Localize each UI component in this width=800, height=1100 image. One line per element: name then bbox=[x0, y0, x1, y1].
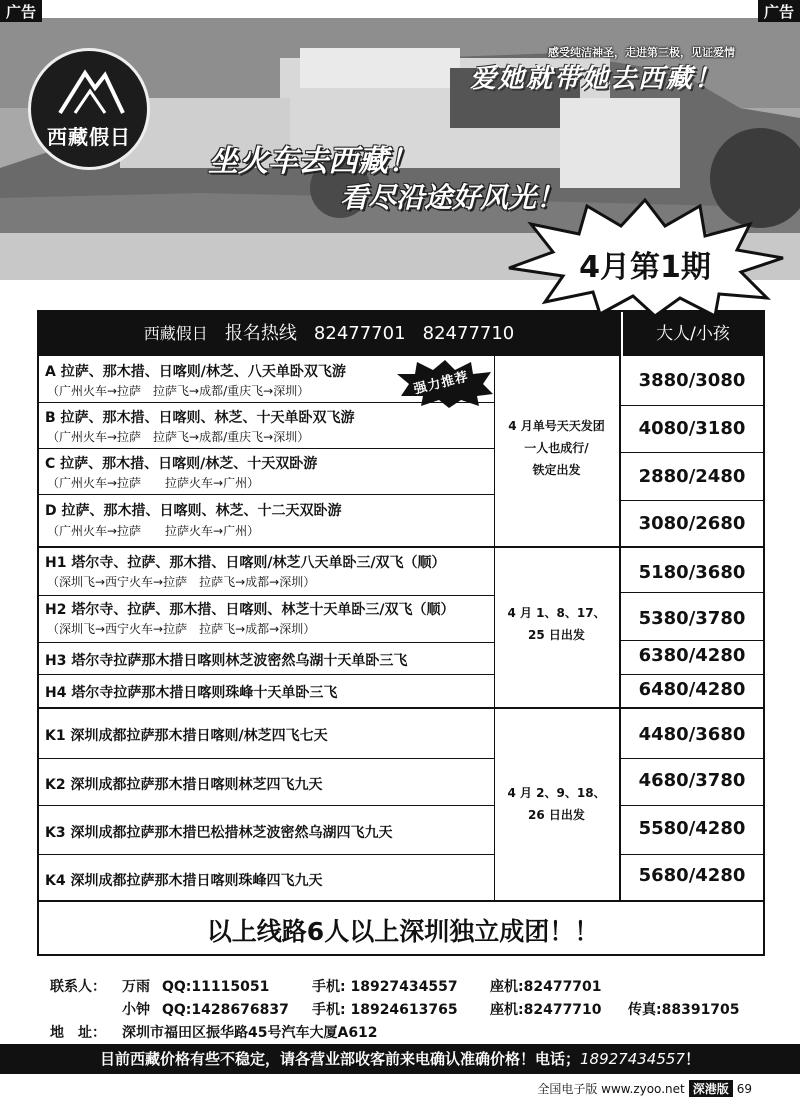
contact-mobile-1: 手机: 18927434557 bbox=[312, 979, 458, 995]
badge-text: 强力推荐 bbox=[412, 369, 471, 398]
route-row-k2 bbox=[39, 759, 493, 805]
route-row-h1 bbox=[39, 548, 493, 596]
page-footer bbox=[537, 1080, 752, 1097]
row-divider bbox=[621, 640, 763, 641]
contact-mobile-2: 手机: 18924613765 bbox=[312, 1002, 458, 1018]
dates-line: 铁定出发 bbox=[532, 463, 581, 477]
route-row-k3 bbox=[39, 806, 493, 854]
price-h1: 5180/3680 bbox=[638, 562, 746, 583]
row-divider bbox=[621, 758, 763, 759]
row-divider bbox=[621, 500, 763, 501]
contact-qq-1: QQ:11115051 bbox=[162, 979, 270, 995]
route-row-c bbox=[39, 448, 493, 494]
route-title: C 拉萨、那木措、日喀则/林芝、十天双卧游 bbox=[45, 456, 318, 472]
route-title: H1 塔尔寺、拉萨、那木措、日喀则/林芝八天单卧三/双飞（顺） bbox=[45, 555, 446, 571]
headline-train: 坐火车去西藏！ bbox=[208, 144, 418, 179]
price-b: 4080/3180 bbox=[638, 418, 746, 439]
route-title: H3 塔尔寺拉萨那木措日喀则林芝波密然乌湖十天单卧三飞 bbox=[45, 653, 408, 669]
edition-text: 全国电子版 www.zyoo.net bbox=[537, 1082, 685, 1096]
route-row-d bbox=[39, 494, 493, 546]
recommend-badge bbox=[395, 358, 495, 408]
route-title: K4 深圳成都拉萨那木措日喀则珠峰四飞九天 bbox=[45, 873, 323, 889]
price-table bbox=[37, 310, 765, 956]
price-c: 2880/2480 bbox=[638, 466, 746, 487]
issue-starburst bbox=[505, 198, 785, 318]
dates-group-3 bbox=[494, 782, 619, 826]
route-sub: （广州火车→拉萨 拉萨飞→成都/重庆飞→深圳） bbox=[47, 384, 310, 398]
contact-landline-2: 座机:82477710 bbox=[490, 1002, 602, 1018]
slogan-big: 爱她就带她去西藏！ bbox=[470, 64, 723, 94]
ad-label-right: 广告 bbox=[758, 0, 800, 22]
route-title: B 拉萨、那木措、日喀则、林芝、十天单卧双飞游 bbox=[45, 410, 355, 426]
dates-line: 4 月 1、8、17、 bbox=[507, 606, 606, 620]
group-tour-note: 以上线路6人以上深圳独立成团！！ bbox=[206, 917, 600, 946]
route-sub: （深圳飞→西宁火车→拉萨 拉萨飞→成都→深圳） bbox=[47, 622, 316, 636]
route-row-k1 bbox=[39, 709, 493, 757]
contact-qq-2: QQ:1428676837 bbox=[162, 1002, 289, 1018]
header-brand: 西藏假日 bbox=[143, 324, 208, 343]
route-row-h2 bbox=[39, 595, 493, 643]
row-divider bbox=[621, 674, 763, 675]
ad-label-left: 广告 bbox=[0, 0, 42, 22]
price-h2: 5380/3780 bbox=[638, 608, 746, 629]
header-phone-1: 82477701 bbox=[313, 323, 406, 344]
contact-name-1: 万雨 bbox=[122, 979, 150, 995]
price-k4: 5680/4280 bbox=[638, 865, 746, 886]
price-warning-bar bbox=[0, 1044, 800, 1074]
price-a: 3880/3080 bbox=[638, 370, 746, 391]
route-row-k4 bbox=[39, 855, 493, 900]
row-divider bbox=[621, 854, 763, 855]
warning-text: 目前西藏价格有些不稳定，请各营业部收客前来电确认准确价格！电话； bbox=[99, 1050, 580, 1068]
price-k3: 5580/4280 bbox=[638, 818, 746, 839]
contact-name-2: 小钟 bbox=[122, 1002, 150, 1018]
route-row-h4 bbox=[39, 675, 493, 707]
price-k2: 4680/3780 bbox=[638, 770, 746, 791]
dates-line: 4 月 2、9、18、 bbox=[507, 786, 606, 800]
dates-line: 4 月单号天天发团 bbox=[508, 419, 605, 433]
contact-label: 联系人： bbox=[50, 979, 106, 995]
address-label: 地 址： bbox=[50, 1025, 106, 1041]
route-title: H2 塔尔寺、拉萨、那木措、日喀则、林芝十天单卧三/双飞（顺） bbox=[45, 602, 455, 618]
route-row-h3 bbox=[39, 643, 493, 675]
price-h4: 6480/4280 bbox=[638, 679, 746, 700]
dates-group-2 bbox=[494, 602, 619, 646]
mountain-icon bbox=[55, 63, 125, 118]
header-hotline-label: 报名热线 bbox=[224, 323, 297, 344]
table-header bbox=[39, 312, 763, 356]
price-k1: 4480/3680 bbox=[638, 724, 746, 745]
contact-landline-1: 座机:82477701 bbox=[490, 979, 602, 995]
header-price-label: 大人/小孩 bbox=[621, 312, 763, 356]
page-number: 69 bbox=[736, 1082, 752, 1096]
header-phone-2: 82477710 bbox=[422, 323, 515, 344]
row-divider bbox=[621, 805, 763, 806]
dates-line: 26 日出发 bbox=[528, 808, 585, 822]
price-d: 3080/2680 bbox=[638, 513, 746, 534]
route-sub: （广州火车→拉萨 拉萨飞→成都/重庆飞→深圳） bbox=[47, 430, 310, 444]
dates-group-1 bbox=[494, 415, 619, 481]
brand-logo bbox=[28, 48, 150, 170]
route-row-b bbox=[39, 402, 493, 448]
route-sub: （广州火车→拉萨 拉萨火车→广州） bbox=[47, 476, 260, 490]
route-title: D 拉萨、那木措、日喀则、林芝、十二天双卧游 bbox=[45, 503, 342, 519]
slogan-small: 感受纯洁神圣，走进第三极，见证爱情 bbox=[548, 46, 735, 59]
route-title: H4 塔尔寺拉萨那木措日喀则珠峰十天单卧三飞 bbox=[45, 685, 338, 701]
row-divider bbox=[621, 592, 763, 593]
warning-phone: 18927434557 bbox=[580, 1050, 685, 1068]
route-title: K2 深圳成都拉萨那木措日喀则林芝四飞九天 bbox=[45, 777, 323, 793]
route-title: K3 深圳成都拉萨那木措巴松措林芝波密然乌湖四飞九天 bbox=[45, 825, 393, 841]
dates-line: 25 日出发 bbox=[528, 628, 585, 642]
contact-fax: 传真:88391705 bbox=[628, 1002, 740, 1018]
route-title: A 拉萨、那木措、日喀则/林芝、八天单卧双飞游 bbox=[45, 364, 346, 380]
region-chip: 深港版 bbox=[689, 1080, 733, 1097]
dates-line: 一人也成行/ bbox=[524, 441, 589, 455]
group-divider bbox=[39, 900, 763, 902]
price-h3: 6380/4280 bbox=[638, 645, 746, 666]
row-divider bbox=[621, 452, 763, 453]
route-sub: （深圳飞→西宁火车→拉萨 拉萨飞→成都→深圳） bbox=[47, 575, 316, 589]
warning-end: ！ bbox=[684, 1050, 700, 1068]
address-text: 深圳市福田区振华路45号汽车大厦A612 bbox=[122, 1025, 378, 1041]
route-title: K1 深圳成都拉萨那木措日喀则/林芝四飞七天 bbox=[45, 728, 328, 744]
issue-label: 4月第1期 bbox=[579, 250, 711, 285]
row-divider bbox=[621, 405, 763, 406]
headline-scenery: 看尽沿途好风光！ bbox=[340, 181, 565, 214]
logo-text: 西藏假日 bbox=[47, 125, 131, 149]
route-sub: （广州火车→拉萨 拉萨火车→广州） bbox=[47, 524, 260, 538]
